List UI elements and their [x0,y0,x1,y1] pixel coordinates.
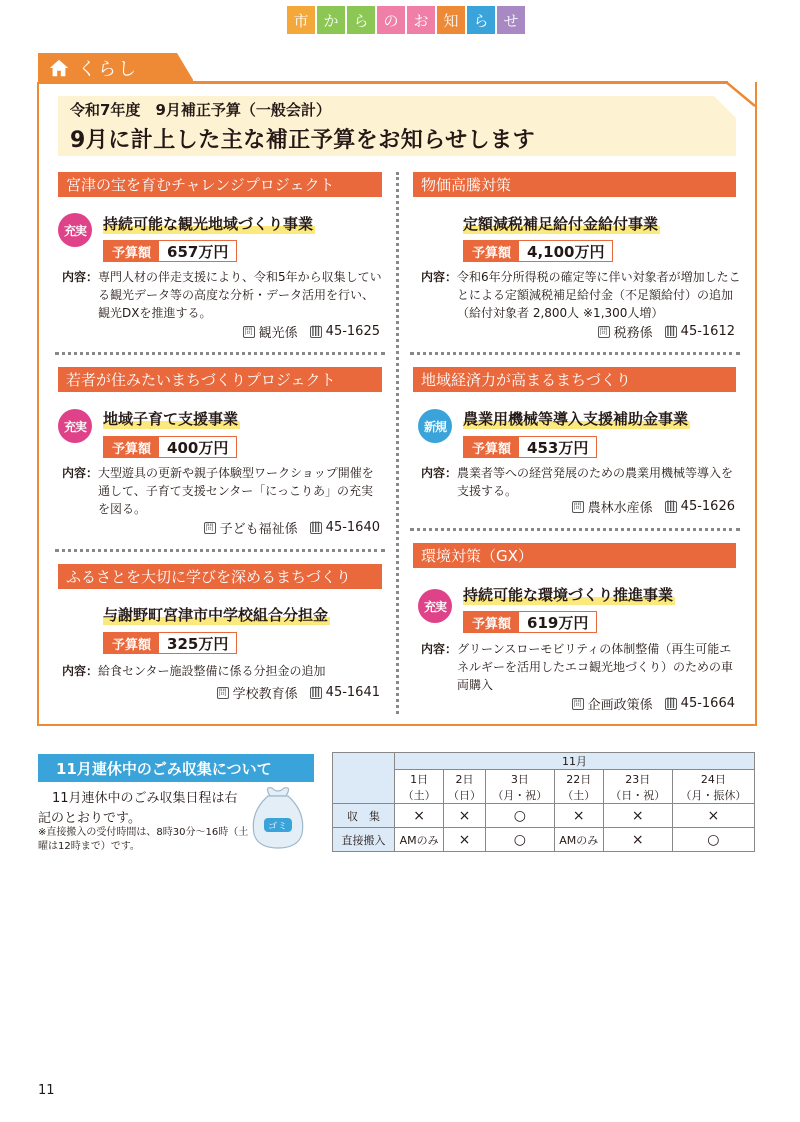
desc-text: グリーンスローモビリティの体制整備（再生可能エネルギーを活用したエコ観光地づくり）のための車両購入 [457,642,734,692]
budget-label: 予算額 [464,241,519,261]
inquiry-icon: 問 [599,327,608,336]
category-label: くらし [78,59,138,80]
table-col-header: 23日 （日・祝） [603,770,672,804]
table-cell: ○ [672,828,754,852]
home-icon [48,57,70,79]
header-tile: の [377,6,405,34]
table-cell: × [395,804,444,828]
budget-label: 予算額 [104,633,159,653]
budget-label: 予算額 [104,437,159,457]
desc-label: 内容： [421,270,458,284]
badge-new: 新規 [418,409,452,443]
header-tiles [287,6,525,34]
section-header: 若者が住みたいまちづくりプロジェクト [58,367,382,392]
row-label: 直接搬入 [333,828,395,852]
project-description [62,662,382,680]
project-name: 与謝野町宮津市中学校組合分担金 [103,606,329,624]
table-month: 11月 [395,753,755,770]
budget-value: 453万円 [527,438,589,457]
table-cell: × [444,804,486,828]
table-cell: × [554,804,603,828]
contact-info [555,322,735,341]
department: 農林水産係 [587,501,653,516]
desc-text: 令和6年分所得税の確定等に伴い対象者が増加したことによる定額減税補足給付金（不足額給付）の追加（給付対象者 2,800人 ※1,300人増） [457,270,741,320]
budget-label: 予算額 [104,241,159,261]
department: 子ども福祉係 [219,522,298,537]
desc-text: 専門人材の伴走支援により、令和5年から収集している観光データ等の高度な分析・データ活用を行い、観光DXを推進する。 [98,270,382,320]
garbage-note: ※直接搬入の受付時間は、8時30分～16時（土曜は12時まで）です。 [38,827,249,852]
phone-number: 45-1641 [325,685,380,700]
table-cell: AMのみ [554,828,603,852]
department: 観光係 [258,326,298,341]
header-tile: お [407,6,435,34]
bag-label: ゴミ [268,822,289,832]
phone-icon: Ⅲ [310,519,321,536]
garbage-text: 11月連休中のごみ収集日程は右記のとおりです。 [38,791,238,826]
phone-icon: Ⅲ [665,695,676,712]
header-tile: せ [497,6,525,34]
phone-icon: Ⅲ [310,323,321,340]
desc-label: 内容： [421,642,458,656]
project-description [421,268,741,322]
budget-value: 657万円 [167,242,229,261]
contact-info [200,322,380,341]
header-tile: ら [467,6,495,34]
badge-enhanced: 充実 [58,409,92,443]
garbage-schedule-table [332,752,755,852]
table-cell: ○ [485,804,554,828]
inquiry-icon: 問 [244,327,253,336]
budget-box [103,632,237,654]
desc-text: 給食センター施設整備に係る分担金の追加 [98,664,326,678]
department: 税務係 [613,326,653,341]
budget-box [463,240,613,262]
budget-value: 325万円 [167,634,229,653]
page-title: 9月に計上した主な補正予算をお知らせします [70,128,536,153]
project-name: 農業用機械等導入支援補助金事業 [463,410,689,428]
divider [55,549,385,552]
header-tile: ら [347,6,375,34]
section-header: 環境対策（GX） [413,543,736,568]
title-box [58,96,736,156]
category-tab [38,53,193,83]
phone-number: 45-1625 [325,324,380,339]
contact-info [180,683,380,702]
desc-label: 内容： [62,664,99,678]
garbage-header: 11月連休中のごみ収集について [38,754,314,782]
divider [410,352,740,355]
budget-value: 4,100万円 [527,242,605,261]
desc-label: 内容： [62,466,99,480]
desc-label: 内容： [62,270,99,284]
desc-text: 大型遊具の更新や親子体験型ワークショップ開催を通して、子育て支援センター「にっこりあ」の充実を図る。 [98,466,374,516]
department: 企画政策係 [587,698,653,713]
budget-box [463,611,597,633]
project-description [62,268,382,322]
budget-box [463,436,597,458]
inquiry-icon: 問 [205,523,214,532]
phone-number: 45-1664 [680,696,735,711]
divider [396,172,399,714]
project-description [421,464,741,500]
header-tile: 知 [437,6,465,34]
header-tile: 市 [287,6,315,34]
table-row [333,828,755,852]
phone-number: 45-1612 [680,324,735,339]
table-cell: × [444,828,486,852]
desc-text: 農業者等への経営発展のための農業用機械等導入を支援する。 [457,466,734,498]
badge-enhanced: 充実 [58,213,92,247]
header-tile: か [317,6,345,34]
garbage-bag-icon [246,782,310,852]
table-cell: × [603,828,672,852]
inquiry-icon: 問 [573,699,582,708]
divider [410,528,740,531]
phone-number: 45-1640 [325,520,380,535]
phone-icon: Ⅲ [665,323,676,340]
project-name: 定額減税補足給付金給付事業 [463,215,659,233]
table-cell: AMのみ [395,828,444,852]
inquiry-icon: 問 [218,688,227,697]
table-cell: ○ [485,828,554,852]
project-name: 地域子育て支援事業 [103,410,239,428]
budget-value: 400万円 [167,438,229,457]
table-corner [333,753,395,804]
phone-number: 45-1626 [680,499,735,514]
budget-label: 予算額 [464,437,519,457]
page-subtitle: 令和7年度 9月補正予算（一般会計） [70,101,331,119]
contact-info [180,518,380,537]
table-col-header: 3日 （月・祝） [485,770,554,804]
phone-icon: Ⅲ [310,684,321,701]
contact-info [535,497,735,516]
budget-box [103,436,237,458]
section-header: ふるさとを大切に学びを深めるまちづくり [58,564,382,589]
project-name: 持続可能な観光地域づくり事業 [103,215,314,233]
page-number: 11 [38,1083,55,1098]
badge-enhanced: 充実 [418,589,452,623]
table-col-header: 1日 （土） [395,770,444,804]
project-name: 持続可能な環境づくり推進事業 [463,586,674,604]
divider [55,352,385,355]
table-cell: × [603,804,672,828]
section-header: 地域経済力が高まるまちづくり [413,367,736,392]
table-col-header: 24日 （月・振休） [672,770,754,804]
budget-box [103,240,237,262]
inquiry-icon: 問 [573,502,582,511]
table-col-header: 22日 （土） [554,770,603,804]
department: 学校教育係 [232,687,298,702]
table-col-header: 2日 （日） [444,770,486,804]
project-description [62,464,382,518]
table-cell: × [672,804,754,828]
contact-info [535,694,735,713]
phone-icon: Ⅲ [665,498,676,515]
table-row [333,804,755,828]
section-header: 物価高騰対策 [413,172,736,197]
desc-label: 内容： [421,466,458,480]
project-description [421,640,741,694]
budget-label: 予算額 [464,612,519,632]
row-label: 収 集 [333,804,395,828]
budget-value: 619万円 [527,613,589,632]
section-header: 宮津の宝を育むチャレンジプロジェクト [58,172,382,197]
